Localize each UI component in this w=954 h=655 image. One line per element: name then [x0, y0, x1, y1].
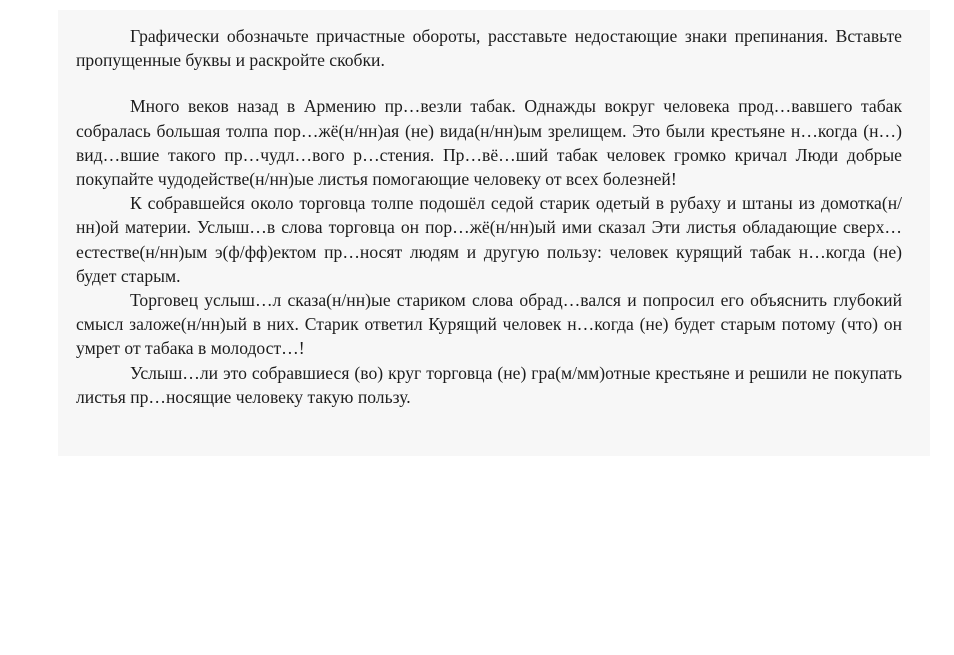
document-text: [76, 24, 902, 409]
task-instruction: Графически обозначьте причастные обороты, расставьте недостающие знаки препинания. Вставьте пропущенные буквы и раскройте скобки.: [76, 26, 902, 71]
paragraph-1: Много веков назад в Армению пр…везли табак. Однажды вокруг человека прод…вавшего табак собралась большая толпа пор…жё(н/нн)ая (не) вида(н/нн)ым зрелищем. Это были крестьяне н…когда (н…) вид…вшие такого пр…чудл…вого р…стения. Пр…вё…ший табак человек громко кричал Люди добрые покупайте чудодействе(н/нн)ые листья помогающие человеку от всех болезней!: [76, 96, 902, 190]
paragraph-3: Торговец услыш…л сказа(н/нн)ые стариком слова обрад…вался и попросил его объяснить глубокий смысл заложе(н/нн)ый в них. Старик ответил Курящий человек н…когда (не) будет старым потому (что) он умрет от табака в молодост…!: [76, 290, 902, 359]
paragraph-2: К собравшейся около торговца толпе подошёл седой старик одетый в рубаху и штаны из домотка(н/нн)ой материи. Услыш…в слова торговца он пор…жё(н/нн)ый ими сказал Эти листья обладающие сверх…естестве(н/нн)ым э(ф/фф)ектом пр…носят людям и другую пользу: человек курящий табак н…когда (не) будет старым.: [76, 193, 902, 286]
paragraph-4: Услыш…ли это собравшиеся (во) круг торговца (не) гра(м/мм)отные крестьяне и решили не покупать листья пр…носящие человеку такую пользу.: [76, 362, 902, 407]
